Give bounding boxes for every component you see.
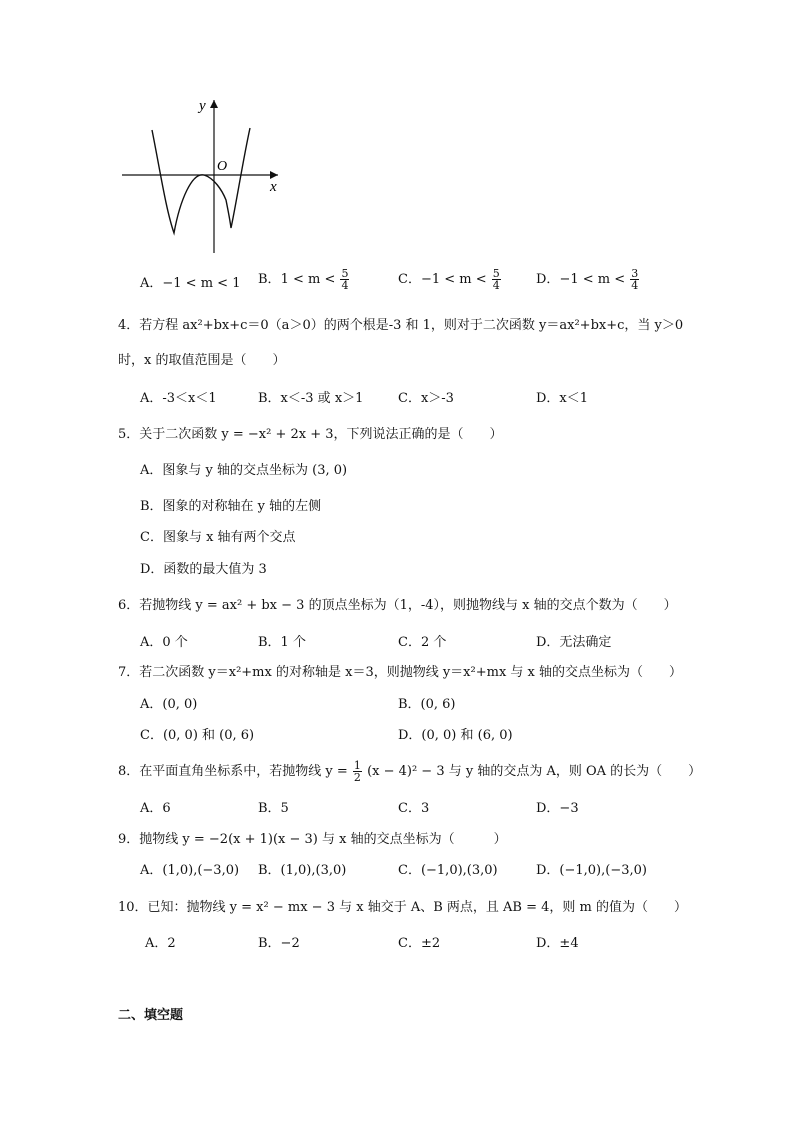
fraction: $\frac{1}{2}$ bbox=[353, 759, 361, 784]
q5-option-b[interactable]: B．图象的对称轴在 y 轴的左侧 bbox=[140, 499, 322, 514]
q7-option-a[interactable]: A．(0, 0) bbox=[140, 697, 198, 712]
q9-option-a[interactable]: A．(1,0),(−3,0) bbox=[140, 863, 240, 878]
q8-option-b[interactable]: B．5 bbox=[258, 801, 289, 816]
q7-option-d[interactable]: D．(0, 0) 和 (6, 0) bbox=[398, 728, 513, 743]
q9-option-c[interactable]: C．(−1,0),(3,0) bbox=[398, 863, 498, 878]
curve bbox=[152, 128, 250, 233]
q3-option-c[interactable]: C．−1 < m < $\frac{5}{4}$ bbox=[398, 267, 500, 292]
x-axis-label: x bbox=[270, 179, 277, 195]
q10-option-b[interactable]: B．−2 bbox=[258, 936, 300, 951]
q5-option-a[interactable]: A．图象与 y 轴的交点坐标为 (3, 0) bbox=[140, 463, 348, 478]
origin-label: O bbox=[217, 159, 228, 174]
q3-option-d[interactable]: D．−1 < m < $\frac{3}{4}$ bbox=[536, 267, 639, 292]
fraction: $\frac{3}{4}$ bbox=[631, 267, 639, 292]
q8-stem: 8．在平面直角坐标系中，若抛物线 y = $\frac{1}{2}$ (x − 4)² − 3 与 y 轴的交点为 A，则 OA 的长为（ ） bbox=[118, 759, 702, 784]
function-graph bbox=[0, 0, 794, 270]
fraction: $\frac{5}{4}$ bbox=[492, 267, 500, 292]
q10-option-a[interactable]: A．2 bbox=[145, 936, 176, 951]
q5-stem: 5．关于二次函数 y = −x² + 2x + 3，下列说法正确的是（ ） bbox=[118, 427, 503, 442]
q4-stem-line2: 时，x 的取值范围是（ ） bbox=[118, 353, 286, 368]
section-heading: 二、填空题 bbox=[118, 1008, 184, 1023]
q6-stem: 6．若抛物线 y = ax² + bx − 3 的顶点坐标为（1，-4），则抛物线与 x 轴的交点个数为（ ） bbox=[118, 598, 677, 613]
q6-option-b[interactable]: B．1 个 bbox=[258, 635, 306, 650]
y-axis-label: y bbox=[199, 98, 206, 114]
q8-option-d[interactable]: D．−3 bbox=[536, 801, 579, 816]
q6-option-c[interactable]: C．2 个 bbox=[398, 635, 447, 650]
q9-stem: 9．抛物线 y = −2(x + 1)(x − 3) 与 x 轴的交点坐标为（ ） bbox=[118, 832, 507, 847]
y-axis-arrow bbox=[210, 100, 218, 108]
q8-option-c[interactable]: C．3 bbox=[398, 801, 430, 816]
q7-option-b[interactable]: B．(0, 6) bbox=[398, 697, 456, 712]
q5-option-d[interactable]: D．函数的最大值为 3 bbox=[140, 562, 267, 577]
fraction: $\frac{5}{4}$ bbox=[341, 267, 349, 292]
q10-stem: 10．已知：抛物线 y = x² − mx − 3 与 x 轴交于 A、B 两点，且 AB = 4，则 m 的值为（ ） bbox=[118, 900, 687, 915]
q3-option-a[interactable]: A．−1 < m < 1 bbox=[140, 276, 241, 291]
q5-option-c[interactable]: C．图象与 x 轴有两个交点 bbox=[140, 530, 296, 545]
q7-stem: 7．若二次函数 y＝x²+mx 的对称轴是 x＝3，则抛物线 y＝x²+mx 与 x 轴的交点坐标为（ ） bbox=[118, 665, 683, 680]
q7-option-c[interactable]: C．(0, 0) 和 (0, 6) bbox=[140, 728, 255, 743]
q4-option-a[interactable]: A．-3＜x＜1 bbox=[140, 391, 217, 406]
q6-option-d[interactable]: D．无法确定 bbox=[536, 635, 612, 650]
x-axis-arrow bbox=[270, 171, 278, 179]
q9-option-d[interactable]: D．(−1,0),(−3,0) bbox=[536, 863, 647, 878]
q8-option-a[interactable]: A．6 bbox=[140, 801, 171, 816]
q10-option-c[interactable]: C．±2 bbox=[398, 936, 441, 951]
q4-option-c[interactable]: C．x＞-3 bbox=[398, 391, 454, 406]
q4-stem-line1: 4．若方程 ax²+bx+c＝0（a＞0）的两个根是-3 和 1，则对于二次函数 y＝ax²+bx+c，当 y＞0 bbox=[118, 318, 684, 333]
q10-option-d[interactable]: D．±4 bbox=[536, 936, 579, 951]
q4-option-d[interactable]: D．x＜1 bbox=[536, 391, 589, 406]
q4-option-b[interactable]: B．x＜-3 或 x＞1 bbox=[258, 391, 364, 406]
q3-option-b[interactable]: B．1 < m < $\frac{5}{4}$ bbox=[258, 267, 349, 292]
q6-option-a[interactable]: A．0 个 bbox=[140, 635, 188, 650]
q9-option-b[interactable]: B．(1,0),(3,0) bbox=[258, 863, 347, 878]
